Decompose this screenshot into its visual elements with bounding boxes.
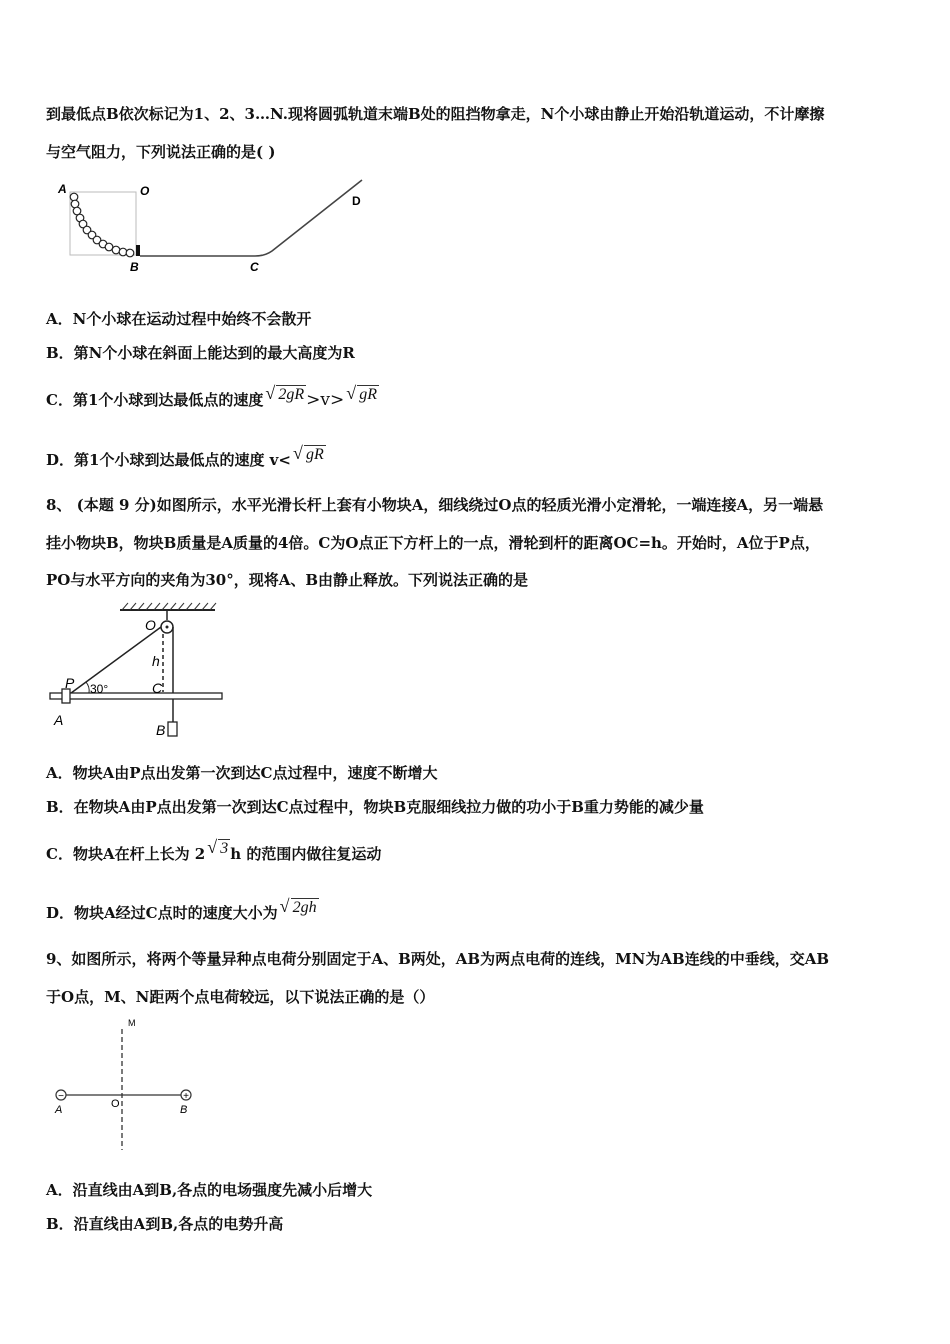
q9-figure [50, 1015, 210, 1155]
q7-option-d-sqrt: √ gR [293, 446, 326, 464]
q8-label-angle: 30° [90, 682, 109, 696]
q7-option-a: A．N个小球在运动过程中始终不会散开 [46, 310, 312, 328]
q8-stem-line3: PO与水平方向的夹角为30°，现将A、B由静止释放。下列说法正确的是 [46, 571, 529, 589]
q7-option-c-sqrt1: √ 2gR [265, 386, 306, 404]
q8-block-a [62, 689, 70, 703]
q7-option-b: B．第N个小球在斜面上能达到的最大高度为R [46, 344, 355, 362]
q9-label-b: B [180, 1104, 188, 1116]
q9-label-a: A [55, 1104, 63, 1116]
q8-string-po [67, 627, 161, 696]
q8-label-h: h [152, 653, 160, 669]
q8-label-b: B [156, 722, 166, 738]
q7-label-b: B [130, 260, 139, 274]
q9-sign-b: + [183, 1091, 189, 1102]
q8-option-c: C．物块A在杆上长为 2√ 3 h 的范围内做往复运动 [46, 840, 381, 864]
q8-option-d-sqrt: √ 2gh [280, 899, 319, 917]
q9-sign-a: − [58, 1091, 64, 1102]
q8-option-b: B．在物块A由P点出发第一次到达C点过程中，物块B克服细线拉力做的功小于B重力势能的减少量 [46, 798, 704, 816]
q7-stem-line1: 到最低点B依次标记为1、2、3…N.现将圆弧轨道末端B处的阻挡物拿走，N个小球由静止开始沿轨道运动，不计摩擦 [46, 105, 825, 123]
q7-label-d: D [352, 194, 361, 208]
q9-label-m: M [128, 1018, 136, 1028]
q8-stem-line2: 挂小物块B，物块B质量是A质量的4倍。C为O点正下方杆上的一点，滑轮到杆的距离OC=h。开始时，A位于P点， [46, 534, 820, 552]
q7-option-c: C．第1个小球到达最低点的速度√ 2gR >v>√ gR [46, 386, 379, 410]
q7-ball-chain [70, 193, 134, 257]
q7-label-c: C [250, 260, 259, 274]
q8-rod [50, 693, 222, 699]
q8-label-a: A [54, 712, 64, 728]
q7-stem-line2: 与空气阻力，下列说法正确的是( ) [46, 143, 276, 161]
q8-option-d: D．物块A经过C点时的速度大小为√ 2gh [46, 899, 319, 923]
q9-label-o: O [111, 1098, 120, 1110]
q8-option-c-sqrt: √ 3 [207, 840, 230, 858]
q8-label-o: O [145, 617, 156, 633]
q9-option-b: B．沿直线由A到B,各点的电势升高 [46, 1215, 284, 1233]
q8-label-c: C [152, 680, 163, 696]
q8-block-b [168, 722, 177, 736]
q7-option-d: D．第1个小球到达最低点的速度 v<√ gR [46, 446, 326, 470]
q7-label-o: O [140, 184, 150, 198]
q9-stem-line1: 9、如图所示，将两个等量异种点电荷分别固定于A、B两处，AB为两点电荷的连线，MN为AB连线的中垂线，交AB [46, 950, 830, 968]
q8-ceiling-hatch [122, 603, 216, 610]
q8-option-a: A．物块A由P点出发第一次到达C点过程中，速度不断增大 [46, 764, 438, 782]
q9-stem-line2: 于O点，M、N距两个点电荷较远，以下说法正确的是（） [46, 988, 435, 1006]
q8-label-p: P [65, 675, 75, 691]
q7-stopper [136, 245, 140, 256]
q8-stem-line1: 8、 (本题 9 分)如图所示，水平光滑长杆上套有小物块A，细线绕过O点的轻质光滑小定滑轮，一端连接A，另一端悬 [46, 496, 824, 514]
q7-label-a: A [58, 182, 67, 196]
q7-figure [50, 175, 380, 280]
q7-track [140, 180, 362, 256]
q8-figure [50, 600, 230, 745]
q9-option-a: A．沿直线由A到B,各点的电场强度先减小后增大 [46, 1181, 373, 1199]
q7-option-c-sqrt2: √ gR [346, 386, 379, 404]
